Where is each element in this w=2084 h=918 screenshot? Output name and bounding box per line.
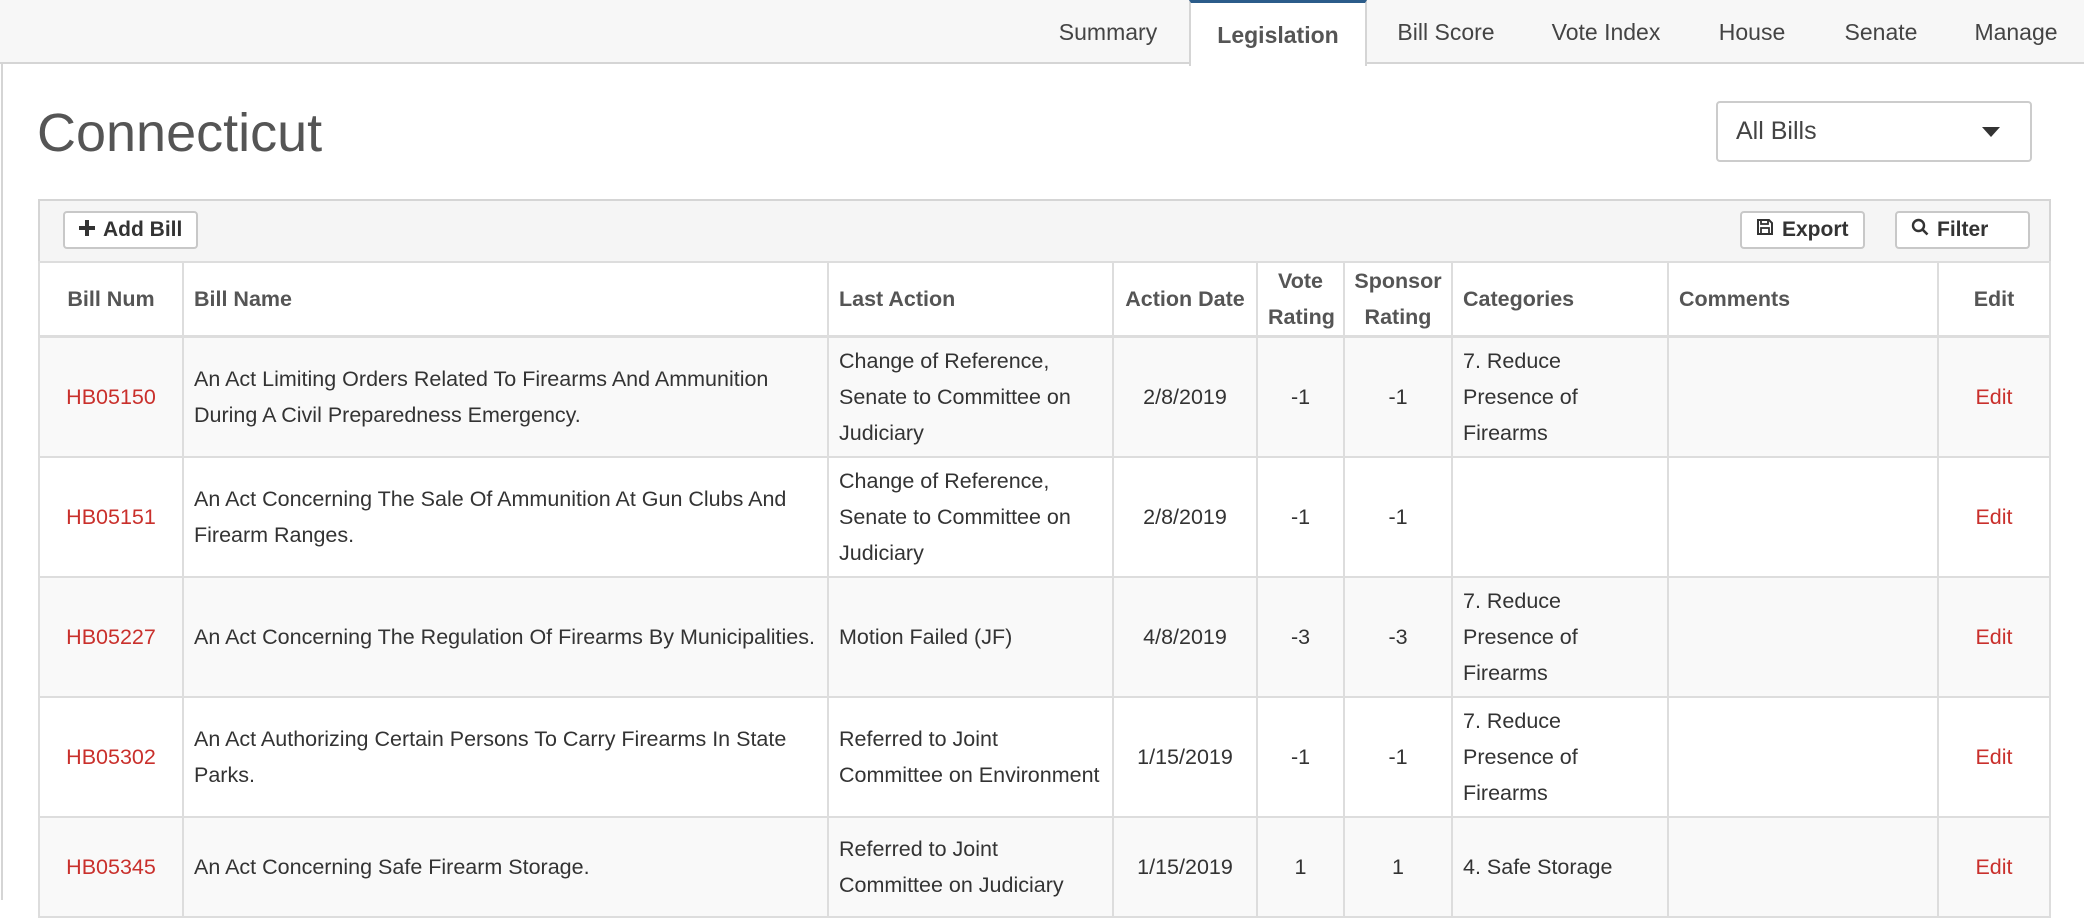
sponsor-rating: -1 bbox=[1344, 337, 1452, 457]
bill-num-link[interactable]: HB05227 bbox=[66, 624, 156, 649]
edit-link[interactable]: Edit bbox=[1975, 504, 2013, 529]
sponsor-rating: -1 bbox=[1344, 697, 1452, 817]
categories: 4. Safe Storage bbox=[1452, 817, 1668, 917]
table-row bbox=[39, 817, 2050, 917]
vote-rating: -1 bbox=[1257, 697, 1344, 817]
add-bill-button[interactable] bbox=[63, 211, 198, 249]
categories: 7. Reduce Presence of Firearms bbox=[1452, 577, 1668, 697]
bill-filter-selected-value: All Bills bbox=[1736, 117, 1817, 145]
bill-name: An Act Concerning Safe Firearm Storage. bbox=[183, 817, 828, 917]
vote-rating: -3 bbox=[1257, 577, 1344, 697]
last-action: Change of Reference, Senate to Committee on Judiciary bbox=[828, 337, 1113, 457]
action-date: 1/15/2019 bbox=[1113, 697, 1257, 817]
vote-rating-header-line2: Rating bbox=[1268, 305, 1335, 329]
column-header-last-action[interactable]: Last Action bbox=[828, 262, 1113, 337]
sponsor-rating: 1 bbox=[1344, 817, 1452, 917]
vote-rating: -1 bbox=[1257, 337, 1344, 457]
sponsor-rating: -3 bbox=[1344, 577, 1452, 697]
table-header-row bbox=[39, 262, 2050, 337]
vote-rating: 1 bbox=[1257, 817, 1344, 917]
bill-name: An Act Limiting Orders Related To Firearms And Ammunition During A Civil Preparedness Emergency. bbox=[183, 337, 828, 457]
bill-name: An Act Authorizing Certain Persons To Carry Firearms In State Parks. bbox=[183, 697, 828, 817]
action-date: 2/8/2019 bbox=[1113, 457, 1257, 577]
filter-button[interactable] bbox=[1895, 211, 2030, 249]
column-header-bill-name[interactable]: Bill Name bbox=[183, 262, 828, 337]
top-nav-tabs bbox=[0, 0, 2084, 64]
categories: 7. Reduce Presence of Firearms bbox=[1452, 697, 1668, 817]
tab-house[interactable]: House bbox=[1718, 19, 1786, 45]
edit-link[interactable]: Edit bbox=[1975, 854, 2013, 879]
page-title: Connecticut bbox=[37, 103, 323, 163]
column-header-bill-num[interactable]: Bill Num bbox=[39, 262, 183, 337]
bill-name: An Act Concerning The Regulation Of Firearms By Municipalities. bbox=[183, 577, 828, 697]
bill-num-link[interactable]: HB05302 bbox=[66, 744, 156, 769]
bill-filter-select[interactable] bbox=[1716, 101, 2032, 162]
sponsor-rating-header-line1: Sponsor bbox=[1354, 269, 1442, 293]
table-row bbox=[39, 457, 2050, 577]
tab-summary[interactable]: Summary bbox=[1058, 19, 1158, 45]
last-action: Referred to Joint Committee on Environment bbox=[828, 697, 1113, 817]
table-row bbox=[39, 577, 2050, 697]
comments bbox=[1668, 577, 1938, 697]
column-header-edit: Edit bbox=[1938, 262, 2050, 337]
table-row bbox=[39, 337, 2050, 457]
vote-rating: -1 bbox=[1257, 457, 1344, 577]
search-icon bbox=[1911, 213, 1929, 247]
last-action: Change of Reference, Senate to Committee on Judiciary bbox=[828, 457, 1113, 577]
tab-legislation[interactable]: Legislation bbox=[1189, 0, 1367, 66]
save-icon bbox=[1756, 213, 1774, 247]
categories: 7. Reduce Presence of Firearms bbox=[1452, 337, 1668, 457]
comments bbox=[1668, 457, 1938, 577]
action-date: 4/8/2019 bbox=[1113, 577, 1257, 697]
edit-link[interactable]: Edit bbox=[1975, 624, 2013, 649]
column-header-categories[interactable]: Categories bbox=[1452, 262, 1668, 337]
edit-link[interactable]: Edit bbox=[1975, 744, 2013, 769]
caret-down-icon bbox=[1982, 127, 2000, 137]
comments bbox=[1668, 337, 1938, 457]
column-header-comments[interactable]: Comments bbox=[1668, 262, 1938, 337]
comments bbox=[1668, 817, 1938, 917]
tab-bill-score[interactable]: Bill Score bbox=[1397, 19, 1495, 45]
comments bbox=[1668, 697, 1938, 817]
column-header-vote-rating[interactable] bbox=[1257, 262, 1344, 337]
table-row bbox=[39, 697, 2050, 817]
export-button[interactable] bbox=[1740, 211, 1865, 249]
plus-icon bbox=[79, 213, 95, 247]
action-date: 2/8/2019 bbox=[1113, 337, 1257, 457]
last-action: Referred to Joint Committee on Judiciary bbox=[828, 817, 1113, 917]
tab-senate[interactable]: Senate bbox=[1844, 19, 1918, 45]
bill-num-link[interactable]: HB05150 bbox=[66, 384, 156, 409]
vote-rating-header-line1: Vote bbox=[1278, 269, 1323, 293]
legislation-table bbox=[38, 261, 2051, 918]
tab-vote-index[interactable]: Vote Index bbox=[1551, 19, 1661, 45]
bill-name: An Act Concerning The Sale Of Ammunition At Gun Clubs And Firearm Ranges. bbox=[183, 457, 828, 577]
sponsor-rating-header-line2: Rating bbox=[1364, 305, 1432, 329]
action-date: 1/15/2019 bbox=[1113, 817, 1257, 917]
edit-link[interactable]: Edit bbox=[1975, 384, 2013, 409]
bill-num-link[interactable]: HB05345 bbox=[66, 854, 156, 879]
export-label: Export bbox=[1782, 218, 1849, 241]
filter-label: Filter bbox=[1937, 218, 1989, 241]
last-action: Motion Failed (JF) bbox=[828, 577, 1113, 697]
tab-manage[interactable]: Manage bbox=[1974, 19, 2058, 45]
add-bill-label: Add Bill bbox=[103, 218, 183, 241]
column-header-sponsor-rating[interactable] bbox=[1344, 262, 1452, 337]
column-header-action-date[interactable]: Action Date bbox=[1113, 262, 1257, 337]
categories bbox=[1452, 457, 1668, 577]
bill-num-link[interactable]: HB05151 bbox=[66, 504, 156, 529]
sponsor-rating: -1 bbox=[1344, 457, 1452, 577]
